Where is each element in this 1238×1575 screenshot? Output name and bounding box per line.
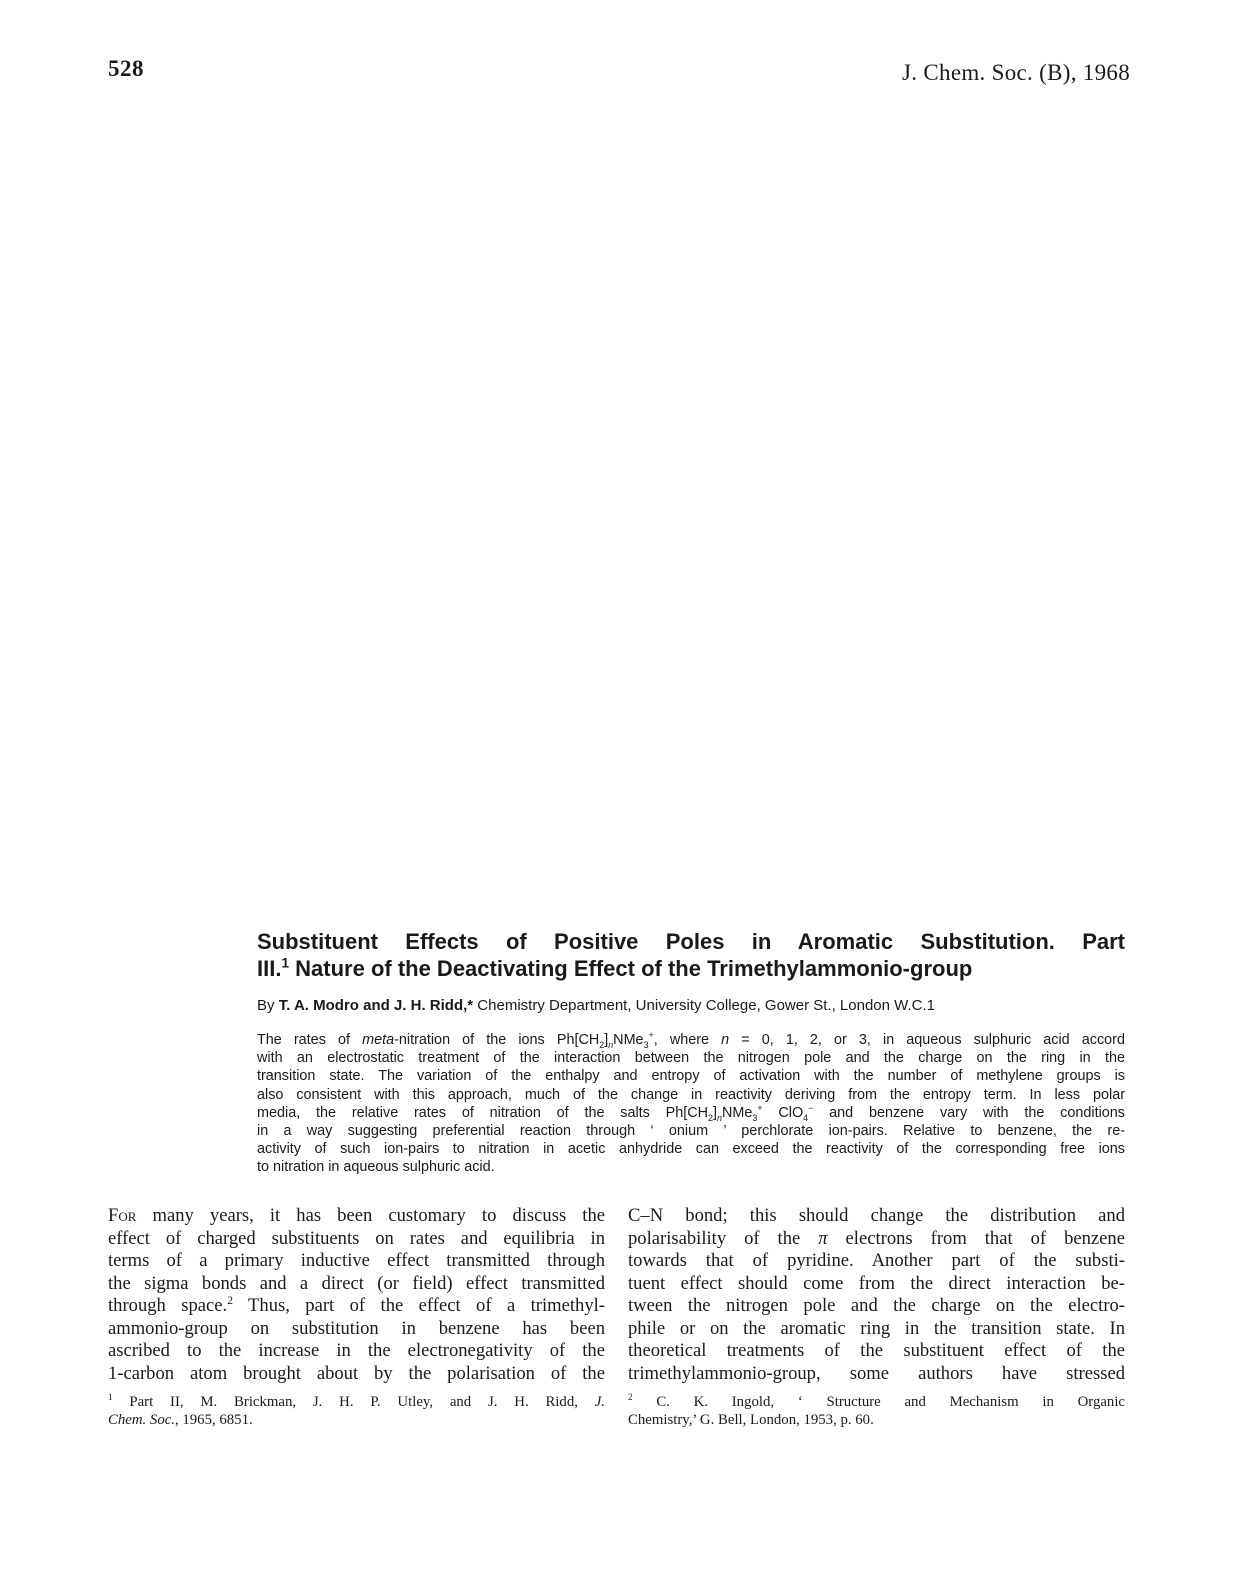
body-line: through space.$^2$ Thus, part of the effect of a trimethyl- (108, 1294, 605, 1316)
title-footnote-ref[interactable]: 1 (281, 955, 290, 971)
body-line: ascribed to the increase in the electronegativity of the (108, 1340, 605, 1361)
body-line: the sigma bonds and a direct (or field) effect transmitted (108, 1272, 605, 1294)
abstract-line: in a way suggesting preferential reaction through ‘ onium ’ perchlorate ion-pairs. Relative to benzene, the re- (257, 1123, 1125, 1140)
body-line: terms of a primary inductive effect transmitted through (108, 1250, 605, 1271)
body-line: trimethylammonio-group, some authors have stressed (628, 1362, 1125, 1384)
abstract-line: to nitration in aqueous sulphuric acid. (257, 1159, 495, 1176)
abstract-line: media, the relative rates of nitration of the salts $Ph[CH_2]_nNMe_3^+$ ClO$_4$− and benzene vary with the conditions (257, 1103, 1125, 1123)
title-line-2: III.$^1$ Nature of the Deactivating Effect of the Trimethylammonio-group (257, 955, 973, 981)
abstract-line: activity of such ion-pairs to nitration in acetic anhydride can exceed the reactivity of the corresponding free ions (257, 1141, 1125, 1158)
abstract-line: The rates of meta-nitration of the ions $Ph[CH_2]_nNMe_3^+$, where n = 0, 1, 2, or 3, in aqueous sulphuric acid accord (257, 1030, 1125, 1050)
body-line: For many years, it has been customary to discuss the (108, 1205, 605, 1226)
body-line: 1-carbon atom brought about by the polarisation of the (108, 1362, 605, 1384)
abstract-line: with an electrostatic treatment of the interaction between the nitrogen pole and the charge on the ring in the (257, 1050, 1125, 1067)
body-line: polarisability of the π electrons from that of benzene (628, 1227, 1125, 1249)
abstract-line: transition state. The variation of the enthalpy and entropy of activation with the number of methylene groups is (257, 1068, 1125, 1085)
body-line: theoretical treatments of the substituent effect of the (628, 1340, 1125, 1361)
journal-reference: J. Chem. Soc. (B), 1968 (902, 60, 1130, 85)
article-title (257, 928, 1125, 982)
footnote-2: $^2$ C. K. Ingold, ‘ Structure and Mechanism in Organic Chemistry,’ G. Bell, London, 1953, p. 60. (628, 1392, 1125, 1428)
body-line: tween the nitrogen pole and the charge on the electro- (628, 1295, 1125, 1316)
body-line: effect of charged substituents on rates and equilibria in (108, 1227, 605, 1249)
body-column-right (628, 1205, 1125, 1385)
footnote-1: $^1$ Part II, M. Brickman, J. H. P. Utley, and J. H. Ridd, J. Chem. Soc., 1965, 6851. (108, 1392, 605, 1428)
footnote-marker: 2 (628, 1392, 633, 1403)
affiliation: Chemistry Department, University College, Gower St., London W.C.1 (473, 997, 935, 1014)
abstract (257, 1031, 1125, 1177)
body-line: C–N bond; this should change the distribution and (628, 1205, 1125, 1226)
body-column-left (108, 1205, 605, 1385)
page-number: 528 (108, 56, 144, 81)
body-line: ammonio-group on substitution in benzene has been (108, 1317, 605, 1339)
title-line-1: Substituent Effects of Positive Poles in Aromatic Substitution. Part (257, 929, 1125, 954)
body-line: towards that of pyridine. Another part of the substi- (628, 1250, 1125, 1271)
abstract-line: also consistent with this approach, much of the change in reactivity deriving from the entropy term. In less polar (257, 1086, 1125, 1103)
footnote-marker: 1 (108, 1392, 113, 1403)
body-line: tuent effect should come from the direct interaction be- (628, 1272, 1125, 1294)
authors: T. A. Modro and J. H. Ridd,* (278, 997, 474, 1014)
body-line: phile or on the aromatic ring in the transition state. In (628, 1317, 1125, 1339)
byline: By T. A. Modro and J. H. Ridd,* Chemistry Department, University College, Gower St., London W.C.1 (257, 997, 935, 1014)
footnote-ref-2[interactable]: 2 (227, 1294, 233, 1307)
